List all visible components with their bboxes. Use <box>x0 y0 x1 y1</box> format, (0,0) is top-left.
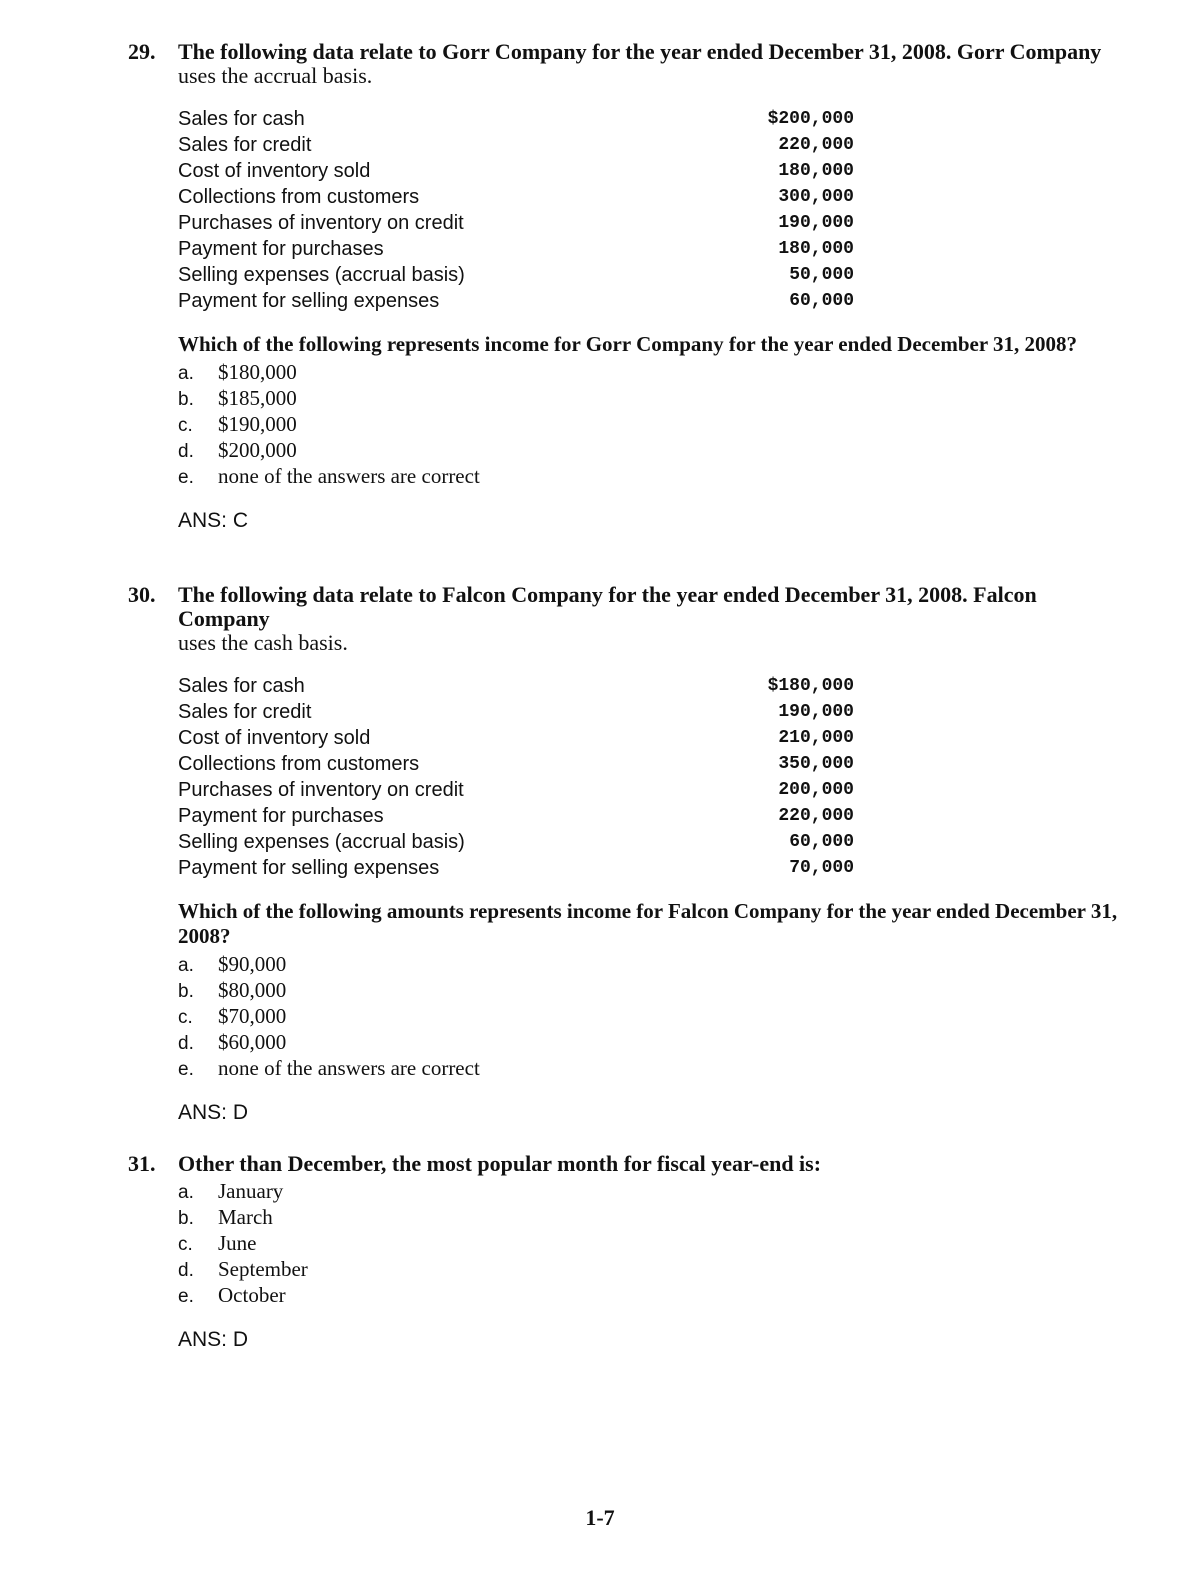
data-row <box>178 803 854 829</box>
question-number: 30. <box>128 582 156 607</box>
option-c[interactable] <box>178 411 1128 437</box>
data-row <box>178 699 854 725</box>
option-d[interactable] <box>178 1029 1128 1055</box>
data-label: Collections from customers <box>178 186 420 208</box>
data-label: Cost of inventory sold <box>178 160 371 182</box>
data-value: 350,000 <box>778 754 854 774</box>
option-text: June <box>218 1231 257 1255</box>
data-value: 190,000 <box>778 213 854 233</box>
question-29 <box>128 40 1128 533</box>
data-value: 180,000 <box>778 239 854 259</box>
option-text: March <box>218 1205 273 1229</box>
question-30 <box>128 583 1128 1125</box>
option-letter: c. <box>178 415 193 436</box>
question-31 <box>128 1152 1128 1352</box>
data-value: 60,000 <box>789 832 854 852</box>
option-letter: a. <box>178 1182 194 1203</box>
option-letter: e. <box>178 1059 194 1080</box>
data-value: 220,000 <box>778 806 854 826</box>
data-value: 220,000 <box>778 135 854 155</box>
question-prompt: Which of the following represents income for Gorr Company for the year ended December 31, 2008? <box>178 332 1078 356</box>
option-text: $80,000 <box>218 978 287 1002</box>
question-stem: Other than December, the most popular month for fiscal year-end is: <box>178 1151 822 1176</box>
data-label: Payment for purchases <box>178 805 384 827</box>
option-b[interactable] <box>178 385 1128 411</box>
option-letter: d. <box>178 1260 194 1281</box>
data-row <box>178 106 854 132</box>
option-text: $185,000 <box>218 386 297 410</box>
option-text: $190,000 <box>218 412 297 436</box>
option-text: $180,000 <box>218 360 297 384</box>
data-row <box>178 184 854 210</box>
data-row <box>178 236 854 262</box>
option-letter: d. <box>178 1033 194 1054</box>
data-label: Purchases of inventory on credit <box>178 779 464 801</box>
data-label: Selling expenses (accrual basis) <box>178 264 465 286</box>
option-letter: e. <box>178 467 194 488</box>
data-value: 210,000 <box>778 728 854 748</box>
option-letter: b. <box>178 981 194 1002</box>
option-letter: c. <box>178 1007 193 1028</box>
data-label: Sales for credit <box>178 134 312 156</box>
option-text: $60,000 <box>218 1030 287 1054</box>
data-row <box>178 673 854 699</box>
data-label: Payment for purchases <box>178 238 384 260</box>
option-letter: a. <box>178 363 194 384</box>
data-label: Purchases of inventory on credit <box>178 212 464 234</box>
page-number: 1-7 <box>585 1505 615 1530</box>
answer-options <box>178 1178 1128 1308</box>
answer-key: ANS: D <box>178 1328 249 1351</box>
data-row <box>178 132 854 158</box>
question-stem-line1: The following data relate to Falcon Company for the year ended December 31, 2008. Falcon Company <box>178 582 1037 631</box>
data-row <box>178 210 854 236</box>
question-stem <box>178 40 1128 88</box>
option-text: September <box>218 1257 308 1281</box>
option-text: none of the answers are correct <box>218 1056 480 1080</box>
answer-key: ANS: C <box>178 509 249 532</box>
data-label: Sales for cash <box>178 108 305 130</box>
question-prompt: Which of the following amounts represents income for Falcon Company for the year ended December 31, 2008? <box>178 899 1118 948</box>
question-stem <box>178 583 1128 655</box>
data-value: 180,000 <box>778 161 854 181</box>
answer-options <box>178 359 1128 489</box>
option-letter: c. <box>178 1234 193 1255</box>
data-label: Sales for credit <box>178 701 312 723</box>
option-letter: a. <box>178 955 194 976</box>
option-text: $90,000 <box>218 952 287 976</box>
option-c[interactable] <box>178 1230 1128 1256</box>
data-label: Payment for selling expenses <box>178 290 440 312</box>
data-row <box>178 288 854 314</box>
question-number: 31. <box>128 1151 156 1176</box>
question-header <box>128 40 1128 88</box>
data-row <box>178 855 854 881</box>
question-stem-line2: uses the accrual basis. <box>178 63 373 88</box>
data-label: Payment for selling expenses <box>178 857 440 879</box>
option-letter: b. <box>178 1208 194 1229</box>
data-row <box>178 777 854 803</box>
data-row <box>178 829 854 855</box>
data-row <box>178 725 854 751</box>
question-header <box>128 1152 1128 1176</box>
option-a[interactable] <box>178 359 1128 385</box>
option-d[interactable] <box>178 1256 1128 1282</box>
option-c[interactable] <box>178 1003 1128 1029</box>
data-value: $180,000 <box>767 676 854 696</box>
option-e[interactable] <box>178 1055 1128 1081</box>
answer-options <box>178 951 1128 1081</box>
data-value: 60,000 <box>789 291 854 311</box>
data-row <box>178 751 854 777</box>
option-letter: e. <box>178 1286 194 1307</box>
data-row <box>178 158 854 184</box>
option-b[interactable] <box>178 977 1128 1003</box>
option-text: $70,000 <box>218 1004 287 1028</box>
data-table <box>178 673 854 881</box>
option-a[interactable] <box>178 1178 1128 1204</box>
option-b[interactable] <box>178 1204 1128 1230</box>
data-row <box>178 262 854 288</box>
option-e[interactable] <box>178 1282 1128 1308</box>
question-number: 29. <box>128 39 156 64</box>
option-letter: b. <box>178 389 194 410</box>
data-label: Selling expenses (accrual basis) <box>178 831 465 853</box>
question-header <box>128 583 1128 655</box>
option-text: none of the answers are correct <box>218 464 480 488</box>
question-stem-line1: The following data relate to Gorr Company for the year ended December 31, 2008. Gorr Company <box>178 39 1102 64</box>
data-value: 190,000 <box>778 702 854 722</box>
option-d[interactable] <box>178 437 1128 463</box>
data-label: Collections from customers <box>178 753 420 775</box>
data-table <box>178 106 854 314</box>
data-label: Cost of inventory sold <box>178 727 371 749</box>
option-e[interactable] <box>178 463 1128 489</box>
option-letter: d. <box>178 441 194 462</box>
data-value: 70,000 <box>789 858 854 878</box>
option-a[interactable] <box>178 951 1128 977</box>
data-label: Sales for cash <box>178 675 305 697</box>
question-stem-line2: uses the cash basis. <box>178 630 348 655</box>
data-value: 300,000 <box>778 187 854 207</box>
option-text: January <box>218 1179 284 1203</box>
option-text: $200,000 <box>218 438 297 462</box>
data-value: 200,000 <box>778 780 854 800</box>
data-value: $200,000 <box>767 109 854 129</box>
data-value: 50,000 <box>789 265 854 285</box>
answer-key: ANS: D <box>178 1101 249 1124</box>
option-text: October <box>218 1283 286 1307</box>
